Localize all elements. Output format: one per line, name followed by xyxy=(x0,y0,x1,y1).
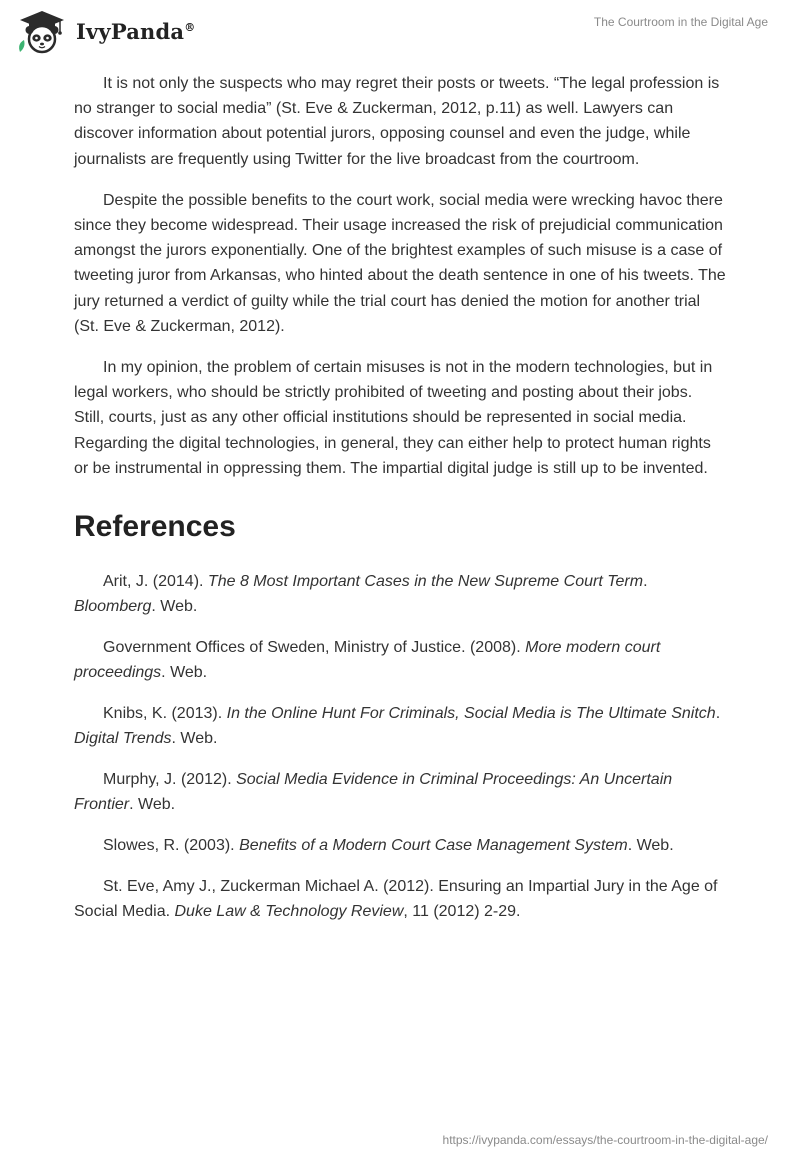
reference-item: Knibs, K. (2013). In the Online Hunt For Criminals, Social Media is The Ultimate Snitch. Digital Trends. Web. xyxy=(74,705,721,748)
body-paragraph: In my opinion, the problem of certain misuses is not in the modern technologies, but in legal workers, who should be strictly prohibited of tweeting and posting about their jobs. Still, courts, just as any other official institutions should be represented in social media. Regarding the digital technologies, in general, they can either help to protect human rights or be instrumental in oppressing them. The impartial digital judge is still up to be invented. xyxy=(74,359,713,477)
reference-item: Slowes, R. (2003). Benefits of a Modern Court Case Management System. Web. xyxy=(103,837,674,855)
body-paragraph: It is not only the suspects who may regret their posts or tweets. “The legal profession is no stranger to social media” (St. Eve & Zuckerman, 2012, p.11) as well. Lawyers can discover information about potential jurors, opposing counsel and even the judge, while journalists are frequently using Twitter for the live broadcast from the courtroom. xyxy=(74,75,720,168)
reference-item: St. Eve, Amy J., Zuckerman Michael A. (2012). Ensuring an Impartial Jury in the Age of Social Media. Duke Law & Technology Review, 11 (2012) 2-29. xyxy=(74,878,718,921)
body-paragraph: Despite the possible benefits to the court work, social media were wrecking havoc there since they become widespread. Their usage increased the risk of prejudicial communication amongst the jurors exponentially. One of the brightest examples of such misuse is a case of tweeting juror from Arkansas, who hinted about the death sentence in one of his tweets. The jury returned a verdict of guilty while the trial court has denied the motion for another trial (St. Eve & Zuckerman, 2012). xyxy=(74,191,726,335)
page-header xyxy=(0,0,800,60)
essay-content xyxy=(74,71,726,940)
panda-logo-icon xyxy=(14,8,70,54)
document-title: The Courtroom in the Digital Age xyxy=(593,15,768,29)
references-heading: References xyxy=(74,510,236,544)
reference-item: Arit, J. (2014). The 8 Most Important Cases in the New Supreme Court Term. Bloomberg. Web. xyxy=(74,573,648,616)
logo[interactable] xyxy=(14,8,195,54)
logo-text: IvyPanda® xyxy=(76,18,196,44)
footer-url-link[interactable]: https://ivypanda.com/essays/the-courtroom-in-the-digital-age/ xyxy=(442,1133,768,1147)
reference-item: Murphy, J. (2012). Social Media Evidence in Criminal Proceedings: An Uncertain Frontier. Web. xyxy=(74,771,673,814)
reference-item: Government Offices of Sweden, Ministry of Justice. (2008). More modern court proceedings. Web. xyxy=(74,639,661,682)
